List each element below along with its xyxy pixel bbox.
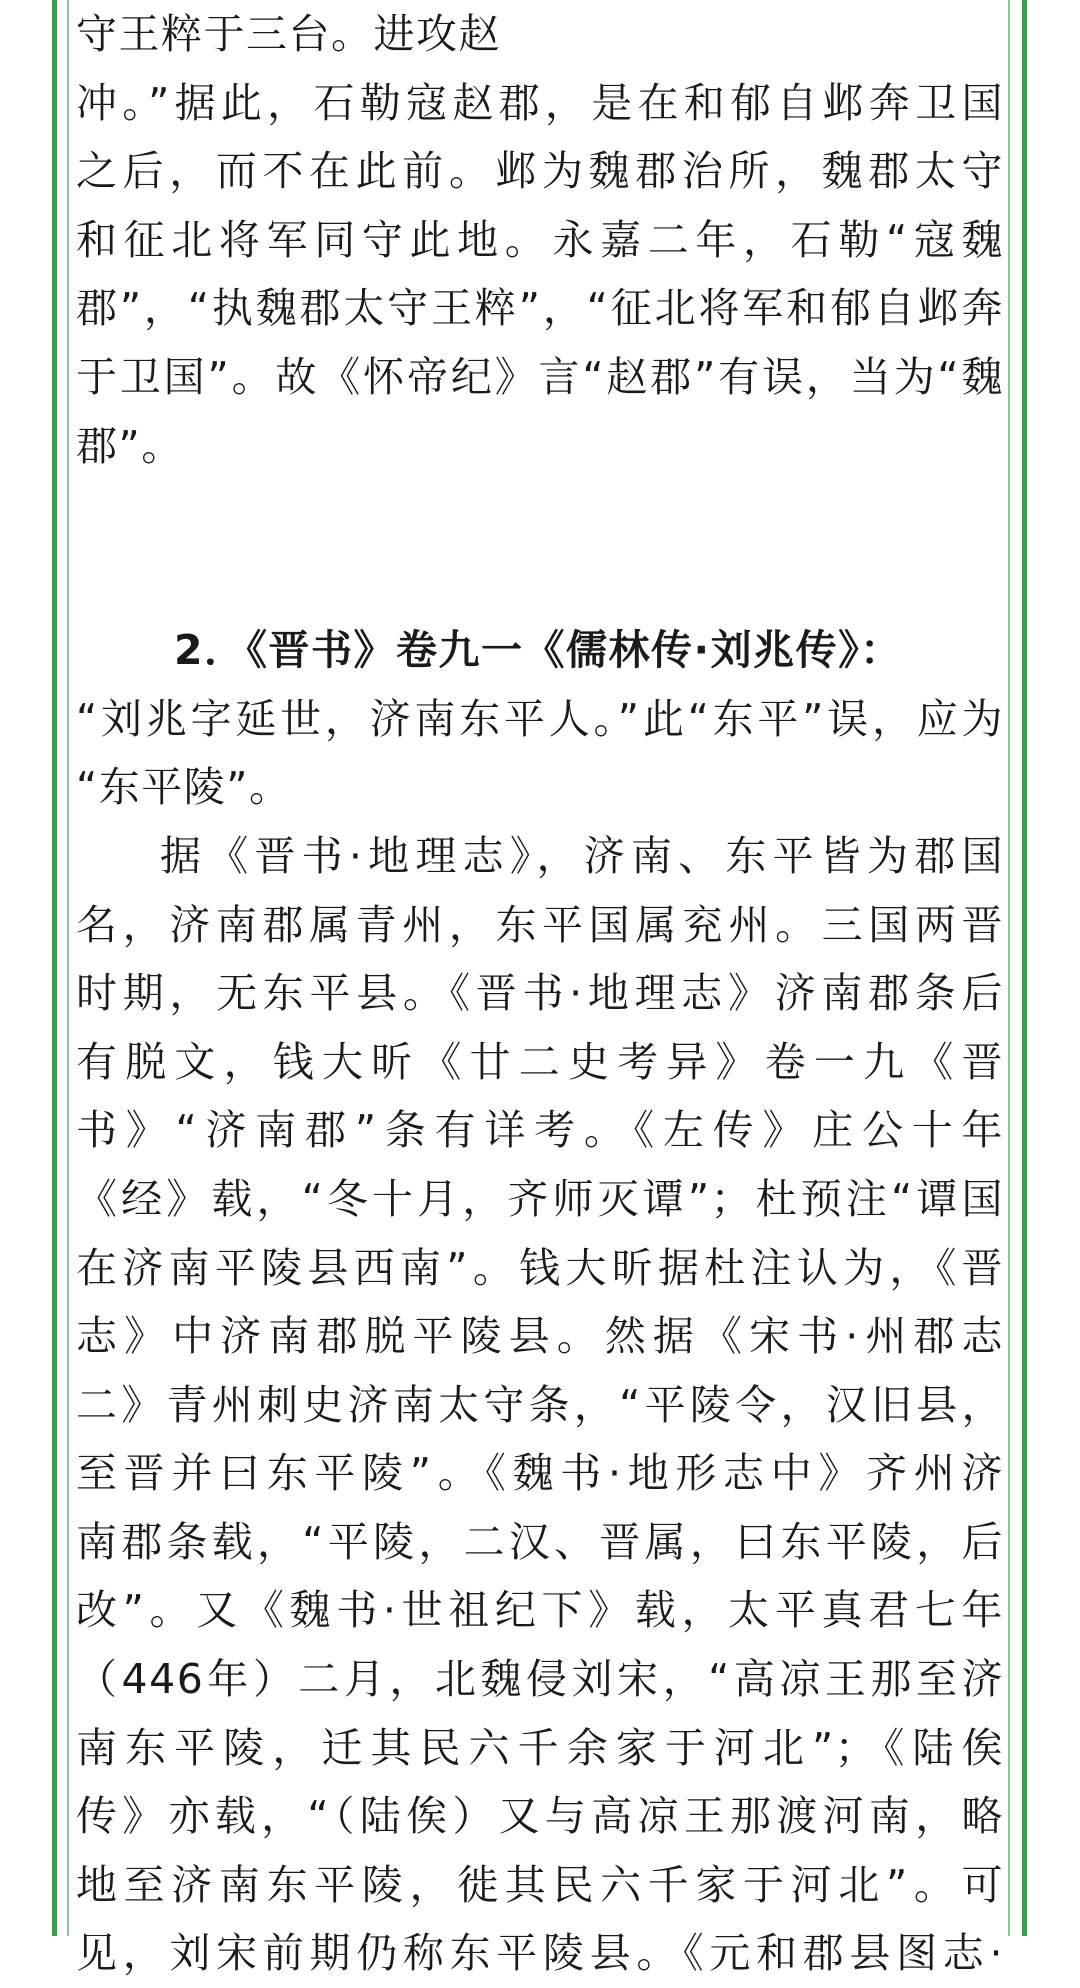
text-line: 改”。又《魏书·世祖纪下》载，太平真君七年 <box>76 1586 1004 1635</box>
page-border-left-outer <box>52 0 57 1936</box>
text-line: 志》中济南郡脱平陵县。然据《宋书·州郡志 <box>76 1312 1004 1361</box>
text-line: 见，刘宋前期仍称东平陵县。《元和郡县图志· <box>76 1929 1004 1978</box>
text-line: 和征北将军同守此地。永嘉二年，石勒“寇魏 <box>76 215 1004 264</box>
text-line: 二》青州刺史济南太守条，“平陵令，汉旧县， <box>76 1380 1004 1429</box>
text-line: 《经》载，“冬十月，齐师灭谭”；杜预注“谭国 <box>76 1174 1004 1223</box>
page-border-right-inner <box>1008 0 1010 1936</box>
text-line: “刘兆字延世，济南东平人。”此“东平”误，应为 <box>76 694 1004 743</box>
text-line: （446年）二月，北魏侵刘宋，“高凉王那至济 <box>76 1655 1004 1704</box>
text-line: 有脱文，钱大昕《廿二史考异》卷一九《晋 <box>76 1037 1004 1086</box>
text-line: 据《晋书·地理志》，济南、东平皆为郡国 <box>160 831 1004 880</box>
text-line: 于卫国”。故《怀帝纪》言“赵郡”有误，当为“魏 <box>76 352 1004 401</box>
section-heading: 2．《晋书》卷九一《儒林传·刘兆传》： <box>174 626 903 675</box>
text-line: 书》“济南郡”条有详考。《左传》庄公十年 <box>76 1106 1004 1155</box>
text-line: 郡”，“执魏郡太守王粹”，“征北将军和郁自邺奔 <box>76 284 1004 333</box>
text-line: 守王粹于三台。进攻赵 <box>76 0 1004 69</box>
text-line: 南郡条载，“平陵，二汉、晋属，曰东平陵，后 <box>76 1517 1004 1566</box>
paragraph-gap <box>76 480 1004 616</box>
paragraph-3 <box>76 822 1004 1988</box>
article-body <box>76 0 1004 1988</box>
paragraph-2 <box>76 685 1004 822</box>
text-line: 传》亦载，“（陆俟）又与高凉王那渡河南，略 <box>76 1792 1004 1841</box>
paragraph-1 <box>76 0 1004 480</box>
text-line: 至晋并曰东平陵”。《魏书·地形志中》齐州济 <box>76 1449 1004 1498</box>
text-line: 时期，无东平县。《晋书·地理志》济南郡条后 <box>76 969 1004 1018</box>
text-line: 在济南平陵县西南”。钱大昕据杜注认为，《晋 <box>76 1243 1004 1292</box>
scroll-fade-overlay <box>508 8 928 60</box>
text-line: 地至济南东平陵，徙其民六千家于河北”。可 <box>76 1860 1004 1909</box>
text-line: “东平陵”。 <box>76 763 292 812</box>
text-line: 南东平陵，迁其民六千余家于河北”；《陆俟 <box>76 1723 1004 1772</box>
text-line: 名，济南郡属青州，东平国属兖州。三国两晋 <box>76 900 1004 949</box>
text-line: 郡”。 <box>76 421 184 470</box>
text-line: 之后，而不在此前。邺为魏郡治所，魏郡太守 <box>76 147 1004 196</box>
page-border-right-outer <box>1022 0 1027 1936</box>
text-line: 冲。”据此，石勒寇赵郡，是在和郁自邺奔卫国 <box>76 78 1004 127</box>
page-border-left-inner <box>67 0 69 1936</box>
